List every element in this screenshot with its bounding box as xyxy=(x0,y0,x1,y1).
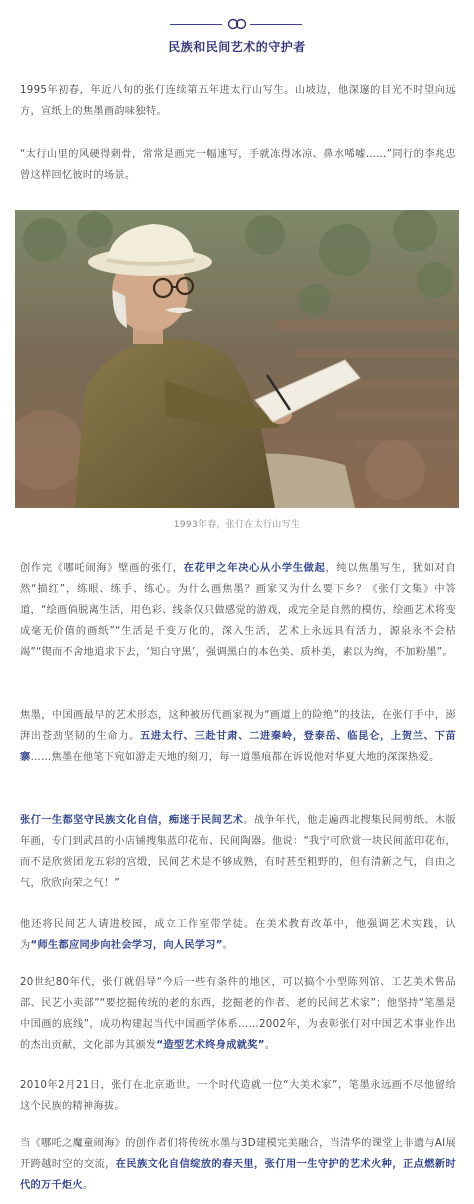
body-text: 。 xyxy=(82,1180,94,1191)
paragraph-jiaomo-start xyxy=(20,558,456,663)
photo-zhangding-sketching xyxy=(15,210,459,508)
header-rule-right xyxy=(250,24,302,25)
paragraph-education xyxy=(20,914,456,956)
body-text: 。战争年代，他走遍西北搜集民间剪纸、木版年画，专门到武昌的小店铺搜集蓝印花布、民间陶器。他说：“我宁可欣赏一块民间蓝印花布，而不是欣赏团龙五彩的宫缎，民间艺术是不够成熟，有时甚至粗野的，但有清新之气，自由之气，欣欣向荣之气！” xyxy=(20,815,456,889)
paragraph-folk-art xyxy=(20,810,456,894)
section-header xyxy=(0,14,474,60)
body-text: 。 xyxy=(264,1040,276,1051)
double-ring-icon xyxy=(226,18,248,30)
highlight-text: 在民族文化自信绽放的春天里，张仃用一生守护的艺术火种，正点燃新时代的万千炬火 xyxy=(20,1159,456,1191)
body-text: 1995年初春，年近八旬的张仃连续第五年进太行山写生。山坡边，他深邃的目光不时望向远方，宣纸上的焦墨画韵味独特。 xyxy=(20,85,456,117)
highlight-text: 张仃一生都坚守民族文化自信，痴迷于民间艺术 xyxy=(20,815,244,826)
highlight-text: “造型艺术终身成就奖” xyxy=(156,1040,265,1051)
paragraph-jiaomo-art xyxy=(20,705,456,768)
photo-illustration xyxy=(15,210,459,508)
body-text: “太行山里的风硬得刺骨，常常是画完一幅速写，手就冻得冰凉、鼻水唏嘘……”同行的李兆忠曾这样回忆彼时的场景。 xyxy=(20,149,456,181)
body-text: 。 xyxy=(222,940,234,951)
highlight-text: “师生都应同步向社会学习，向人民学习” xyxy=(30,940,223,951)
paragraph-intro xyxy=(20,80,456,122)
body-text: 20世纪80年代，张仃就倡导“今后一些有条件的地区，可以搞个小型陈列馆、工艺美术售品部、民艺小卖部”“要挖掘传统的老的东西，挖掘老的作者、老的民间艺术家”；他坚持“笔墨是中国画的底线”，成功构建起当代中国画学体系……2002年，为表彰张仃对中国艺术事业作出的杰出贡献，文化部为其颁发 xyxy=(20,977,456,1051)
paragraph-legacy xyxy=(20,1133,456,1196)
header-rule-left xyxy=(170,24,222,25)
body-text: ，纯以焦墨写生，犹如对自然“描红”，练眼、练手、练心。为什么画焦墨？画家又为什么要下乡？《张仃文集》中答道，“绘画倘脱离生活，用色彩、线条仅只做感觉的游戏，或完全是自然的模仿，绘画艺术将变成毫无价值的画纸”“生活是千变万化的，深入生活，艺术上永远具有活力，源泉永不会枯竭”“锲而不舍地追求下去，‘知白守黑’，强调黑白的本色美、质朴美，素以为绚，不加粉墨”。 xyxy=(20,563,456,658)
body-text: 焦墨，中国画最早的艺术形态，这种被历代画家视为“画道上的险绝”的技法，在张仃手中，澎湃出苍劲坚韧的生命力。 xyxy=(20,710,456,742)
body-text: ……焦墨在他笔下宛如游走天地的刻刀，每一道墨痕都在诉说他对华夏大地的深深热爱。 xyxy=(30,752,440,763)
highlight-text: 在花甲之年决心从小学生做起 xyxy=(183,563,326,574)
paragraph-passing xyxy=(20,1075,456,1117)
body-text: 创作完《哪吒闹海》壁画的张仃， xyxy=(20,563,184,574)
body-text: 当《哪吒之魔童闹海》的创作者们将传统水墨与3D建模完美融合，当清华的课堂上非遗与AI展开跨越时空的交流， xyxy=(20,1138,456,1170)
paragraph-1980s xyxy=(20,972,456,1056)
body-text: 他还将民间艺人请进校园，成立工作室带学徒。在美术教育改革中，他强调艺术实践，认为 xyxy=(20,919,456,951)
paragraph-quote xyxy=(20,144,456,186)
highlight-text: 五进太行、三赴甘肃、二进秦岭，登泰岳、临昆仑，上贺兰、下苗寨 xyxy=(20,731,456,763)
section-title: 民族和民间艺术的守护者 xyxy=(168,40,306,54)
photo-caption: 1993年春，张仃在太行山写生 xyxy=(173,520,301,530)
body-text: 2010年2月21日，张仃在北京逝世。一个时代造就一位“大美术家”，笔墨永远画不尽他留给这个民族的精神海拔。 xyxy=(20,1080,456,1112)
